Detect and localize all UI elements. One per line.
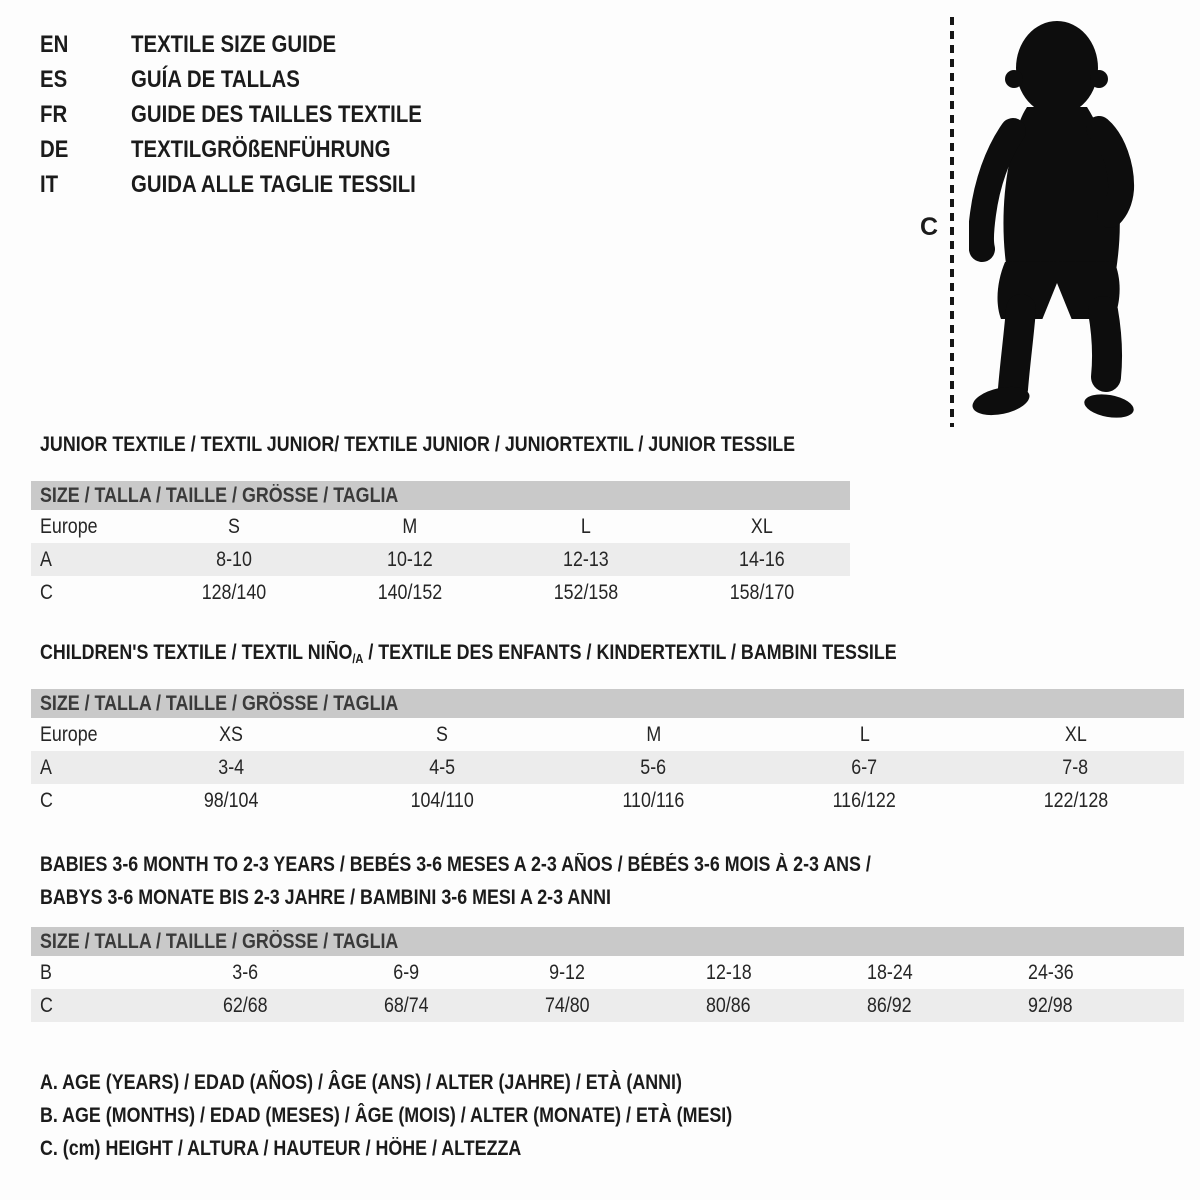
- table-cell: 74/80: [545, 993, 590, 1017]
- height-measure-dashed-line: [950, 17, 954, 427]
- note-age-months: B. AGE (MONTHS) / EDAD (MESES) / ÂGE (MOIS) / ALTER (MONATE) / ETÀ (MESI): [40, 1104, 733, 1127]
- table-cell: XL: [751, 514, 773, 538]
- language-code: FR: [40, 100, 68, 128]
- babies-size-table: [31, 927, 1184, 1022]
- table-cell: 3-6: [232, 960, 259, 984]
- language-row-fr: [40, 97, 473, 132]
- table-cell: 6-7: [851, 755, 878, 779]
- table-cell: M: [402, 514, 418, 538]
- table-cell: 12-18: [705, 960, 752, 984]
- language-row-en: [40, 27, 473, 62]
- language-code: EN: [40, 30, 69, 58]
- table-cell: 98/104: [204, 788, 259, 812]
- junior-section-heading: JUNIOR TEXTILE / TEXTIL JUNIOR/ TEXTILE JUNIOR / JUNIORTEXTIL / JUNIOR TESSILE: [40, 433, 796, 456]
- table-cell: XS: [219, 722, 244, 746]
- table-cell: S: [436, 722, 449, 746]
- row-label: C: [40, 580, 53, 604]
- table-cell: 7-8: [1062, 755, 1089, 779]
- babies-section-heading: BABIES 3-6 MONTH TO 2-3 YEARS / BEBÉS 3-6 MESES A 2-3 AÑOS / BÉBÉS 3-6 MOIS À 2-3 ANS / BABYS 3-6 MONATE BIS 2-3 JAHRE / BAMBINI 3-6 MESI A 2-3 ANNI: [40, 853, 871, 909]
- height-measure-label: C: [920, 213, 939, 241]
- language-code: ES: [40, 65, 68, 93]
- table-cell: 86/92: [867, 993, 912, 1017]
- language-title: GUIDA ALLE TAGLIE TESSILI: [131, 170, 416, 198]
- table-cell: 9-12: [549, 960, 586, 984]
- language-code: IT: [40, 170, 59, 198]
- table-cell: 62/68: [223, 993, 268, 1017]
- children-size-table: [31, 689, 1184, 817]
- language-row-de: [40, 132, 473, 167]
- size-row: [31, 510, 850, 543]
- table-cell: 5-6: [640, 755, 667, 779]
- table-header-bar: SIZE / TALLA / TAILLE / GRÖSSE / TAGLIA: [31, 481, 850, 510]
- language-title: GUIDE DES TAILLES TEXTILE: [131, 100, 422, 128]
- row-label: Europe: [40, 514, 98, 538]
- language-title: TEXTILE SIZE GUIDE: [131, 30, 337, 58]
- table-cell: L: [859, 722, 870, 746]
- table-cell: 152/158: [553, 580, 619, 604]
- table-cell: S: [228, 514, 240, 538]
- table-cell: 110/116: [622, 788, 685, 812]
- height-row: [31, 784, 1184, 817]
- language-row-it: [40, 167, 473, 202]
- junior-size-table: [31, 481, 850, 609]
- table-cell: 8-10: [216, 547, 252, 571]
- table-cell: 6-9: [393, 960, 420, 984]
- table-header-bar: SIZE / TALLA / TAILLE / GRÖSSE / TAGLIA: [31, 689, 1184, 718]
- table-cell: 92/98: [1028, 993, 1073, 1017]
- table-header-bar: SIZE / TALLA / TAILLE / GRÖSSE / TAGLIA: [31, 927, 1184, 956]
- language-title-list: [40, 27, 473, 202]
- table-cell: L: [581, 514, 591, 538]
- table-cell: 140/152: [377, 580, 443, 604]
- table-cell: 24-36: [1027, 960, 1074, 984]
- table-cell: 158/170: [729, 580, 795, 604]
- age-row: [31, 751, 1184, 784]
- table-cell: 104/110: [410, 788, 475, 812]
- table-cell: M: [646, 722, 661, 746]
- row-label: A: [40, 755, 52, 779]
- row-label: C: [40, 788, 53, 812]
- table-cell: 10-12: [387, 547, 433, 571]
- table-cell: 14-16: [739, 547, 785, 571]
- table-cell: 4-5: [429, 755, 456, 779]
- row-label: B: [40, 960, 52, 984]
- children-section-heading: CHILDREN'S TEXTILE / TEXTIL NIÑO/A / TEXTILE DES ENFANTS / KINDERTEXTIL / BAMBINI TESSILE: [40, 641, 897, 666]
- row-label: Europe: [40, 722, 98, 746]
- language-title: TEXTILGRÖßENFÜHRUNG: [131, 135, 391, 163]
- size-row: [31, 718, 1184, 751]
- table-cell: 18-24: [866, 960, 913, 984]
- note-age-years: A. AGE (YEARS) / EDAD (AÑOS) / ÂGE (ANS) / ALTER (JAHRE) / ETÀ (ANNI): [40, 1071, 682, 1094]
- table-cell: 80/86: [706, 993, 751, 1017]
- height-row: [31, 576, 850, 609]
- months-row: [31, 956, 1184, 989]
- table-cell: 12-13: [563, 547, 609, 571]
- row-label: A: [40, 547, 52, 571]
- table-cell: XL: [1064, 722, 1087, 746]
- language-title: GUÍA DE TALLAS: [131, 65, 300, 93]
- toddler-silhouette: [969, 19, 1135, 419]
- language-row-es: [40, 62, 473, 97]
- note-height-cm: C. (cm) HEIGHT / ALTURA / HAUTEUR / HÖHE / ALTEZZA: [40, 1137, 522, 1160]
- table-cell: 122/128: [1043, 788, 1108, 812]
- age-row: [31, 543, 850, 576]
- table-cell: 68/74: [384, 993, 429, 1017]
- row-label: C: [40, 993, 53, 1017]
- table-cell: 128/140: [201, 580, 267, 604]
- nino-a-subscript: /A: [352, 651, 364, 666]
- legend-notes: [40, 1066, 854, 1165]
- table-cell: 3-4: [218, 755, 245, 779]
- table-cell: 116/122: [832, 788, 897, 812]
- language-code: DE: [40, 135, 69, 163]
- height-row: [31, 989, 1184, 1022]
